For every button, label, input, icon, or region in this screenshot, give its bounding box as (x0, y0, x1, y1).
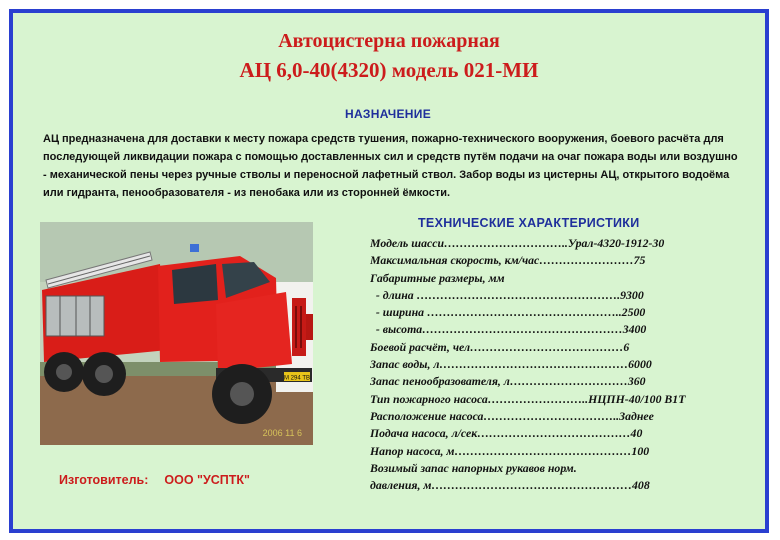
spec-row: Возимый запас напорных рукавов норм. (370, 460, 577, 475)
spec-row: Запас пенообразователя, л…………………………360 (370, 374, 646, 389)
spec-row: Подача насоса, л/сек…………………………………40 (370, 426, 643, 441)
title-line-1: Автоцистерна пожарная (278, 30, 500, 52)
spec-row: Максимальная скорость, км/час……………………75 (370, 253, 646, 268)
spec-row: Боевой расчёт, чел…………………………………6 (370, 339, 630, 354)
spec-row: Напор насоса, м………………………………………100 (370, 443, 650, 458)
fire-truck-photo (40, 222, 313, 445)
spec-row: - ширина …………………………………………..2500 (370, 305, 646, 320)
spec-row: Модель шасси…………………………..Урал-4320-1912-30 (370, 236, 665, 250)
spec-row: - длина …………………………………………….9300 (370, 287, 644, 302)
license-plate: М 294 ТВ (283, 375, 311, 382)
manufacturer (59, 473, 250, 487)
spec-row: - высота……………………………………………3400 (370, 322, 647, 337)
purpose-text: АЦ предназначена для доставки к месту пожара средств тушения, пожарно-технического вооружения, боевого расчёта для последующей ликвидации пожара с помощью доставленных сил и средств путём подачи на очаг пожара воды или воздушно - механической пены через ручные стволы и переносной лафетный ствол. Забор воды из цистерны АЦ, открытого водоёма или гидранта, пенообразователя - из пенобака или из сторонней ёмкости. (43, 133, 738, 199)
specs-list (370, 235, 760, 494)
spec-row: Запас воды, л…………………………………………6000 (370, 357, 652, 372)
manufacturer-value: ООО "УСПТК" (164, 473, 250, 487)
spec-row: Тип пожарного насоса……………………..НЦПН-40/100 В1Т (370, 391, 686, 406)
photo-datestamp: 2006 11 6 (262, 428, 302, 438)
purpose-heading: НАЗНАЧЕНИЕ (345, 107, 431, 121)
spec-row: давления, м……………………………………………408 (370, 478, 650, 493)
spec-row: Габаритные размеры, мм (370, 270, 505, 285)
spec-row: Расположение насоса……………………………..Заднее (370, 408, 654, 423)
title-line-2: АЦ 6,0-40(4320) модель 021-МИ (239, 58, 539, 82)
manufacturer-label: Изготовитель: (59, 473, 149, 487)
specs-heading: ТЕХНИЧЕСКИЕ ХАРАКТЕРИСТИКИ (418, 216, 640, 230)
slide (9, 9, 769, 533)
fire-truck-illustration (40, 222, 313, 445)
